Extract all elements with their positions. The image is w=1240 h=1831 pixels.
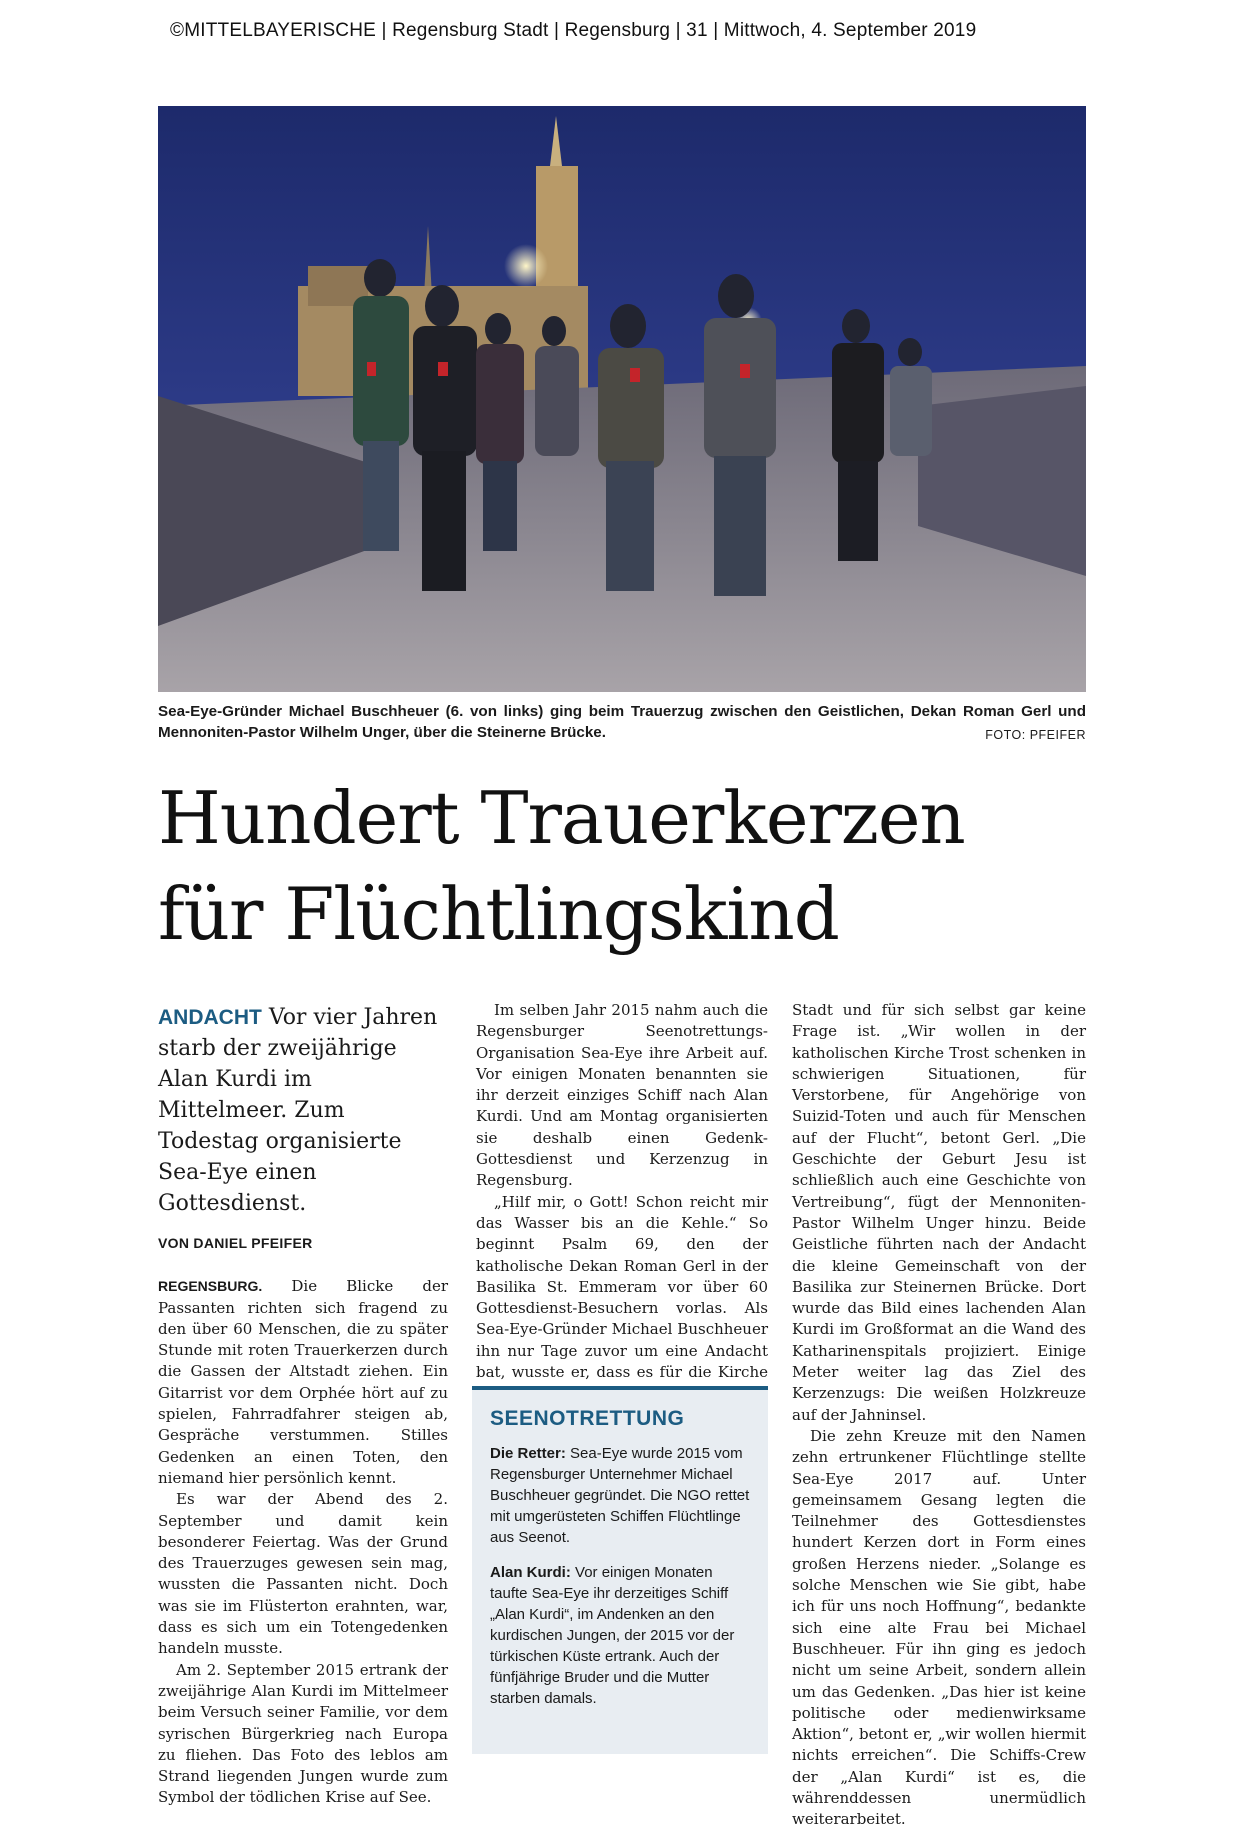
info-box-item-2-label: Alan Kurdi:: [490, 1564, 571, 1581]
column-2: [476, 1000, 768, 1405]
info-box-item-1-label: Die Retter:: [490, 1445, 566, 1462]
teaser-kicker: ANDACHT: [158, 1006, 262, 1029]
article-photo: [158, 106, 1086, 692]
headline: [158, 770, 1098, 962]
body-paragraph-5: „Hilf mir, o Gott! Schon reicht mir das Wasser bis an die Kehle.“ So beginnt Psalm 69, den der katholische Dekan Roman Gerl in der Basilika St. Emmeram vor über 60 Gottesdienst-Besuchern vorlas. Als Sea-Eye-Gründer Michael Buschheuer ihn nur Tage zuvor um eine Andacht bat, wusste er, dass es für die Kirche: [476, 1192, 768, 1382]
body-paragraph-3: Am 2. September 2015 ertrank der zweijährige Alan Kurdi im Mittelmeer beim Versuch seiner Familie, vor dem syrischen Bürgerkrieg nach Europa zu fliehen. Das Foto des leblos am Strand liegenden Jungen wurde zum Symbol der tödlichen Krise auf See.: [158, 1660, 448, 1807]
body-paragraph-1-text: Die Blicke der Passanten richten sich fragend zu den über 60 Menschen, die zu später Stunde mit roten Trauerkerzen durch die Gassen der Altstadt ziehen. Ein Gitarrist vor dem Orphée hört auf zu spielen, Fahrradfahrer steigen ab, Gespräche verstummen. Stilles Gedenken an einen Toten, den niemand hier persönlich kennt.: [158, 1277, 448, 1487]
byline: VON DANIEL PFEIFER: [158, 1235, 313, 1251]
info-box: [472, 1386, 768, 1754]
info-box-item-1: [490, 1443, 750, 1548]
headline-line-1: Hundert Trauerkerzen: [158, 776, 965, 860]
info-box-item-2-text: Vor einigen Monaten taufte Sea-Eye ihr derzeitiges Schiff „Alan Kurdi“, im Andenken an den kurdischen Jungen, der 2015 vor der türkischen Küste ertrank. Auch der fünfjährige Bruder und die Mutter starben damals.: [490, 1564, 735, 1707]
headline-line-2: für Flüchtlingskind: [158, 872, 839, 956]
info-box-item-2: [490, 1562, 750, 1709]
body-paragraph-1: [158, 1276, 448, 1489]
dateline: REGENSBURG.: [158, 1278, 263, 1295]
column-3: [792, 1000, 1086, 1831]
body-paragraph-2: Es war der Abend des 2. September und damit kein besonderer Feiertag. Was der Grund des Trauerzuges gewesen sein mag, wussten die Passanten nicht. Doch was sie im Flüsterton erahnten, war, dass es sich um ein Totengedenken handeln musste.: [158, 1490, 448, 1658]
info-box-title: SEENOTRETTUNG: [490, 1407, 685, 1430]
body-paragraph-7: Die zehn Kreuze mit den Namen zehn ertrunkener Flüchtlinge stellte Sea-Eye 2017 auf. Unter gemeinsamem Gesang legten die Teilnehmer des Gottesdienstes hundert Kerzen dort in Form eines großen Herzens nieder. „Solange es solche Menschen wie Sie gibt, habe ich für uns noch Hoffnung“, bedankte sich eine alte Frau bei Michael Buschheuer. Für ihn ging es jedoch nicht um seine Arbeit, sondern allein um das Gedenken. „Das hier ist keine politische oder medienwirksame Aktion“, betont er, „wir wollen hiermit nichts erreichen“. Die Schiffs-Crew der „Alan Kurdi“ ist es, die währenddessen unermüdlich weiterarbeitet.: [792, 1426, 1086, 1829]
column-1: [158, 1002, 448, 1809]
photo-procession-icon: [158, 106, 1086, 692]
caption-text: Sea-Eye-Gründer Michael Buschheuer (6. von links) ging beim Trauerzug zwischen den Geistlichen, Dekan Roman Gerl und Mennoniten-Pastor Wilhelm Unger, über die Steinerne Brücke.: [158, 703, 1086, 741]
info-box-item-1-text: Sea-Eye wurde 2015 vom Regensburger Unternehmer Michael Buschheuer gegründet. Die NGO rettet mit umgerüsteten Schiffen Flüchtlinge aus Seenot.: [490, 1445, 750, 1546]
page-header: ©MITTELBAYERISCHE | Regensburg Stadt | Regensburg | 31 | Mittwoch, 4. September 2019: [170, 20, 977, 41]
teaser-text: Vor vier Jahren starb der zweijährige Alan Kurdi im Mittelmeer. Zum Todestag organisierte Sea-Eye einen Gottesdienst.: [158, 1005, 438, 1216]
body-paragraph-6: Stadt und für sich selbst gar keine Frage ist. „Wir wollen in der katholischen Kirche Trost schenken in schwierigen Situationen, für Verstorbene, für Angehörige von Suizid-Toten und auch für Menschen auf der Flucht“, betont Gerl. „Die Geschichte der Geburt Jesu ist schließlich auch eine Geschichte von Vertreibung“, fügt der Mennoniten-Pastor Wilhelm Unger hinzu. Beide Geistliche führten nach der Andacht die kleine Gemeinschaft von der Basilika zur Steinernen Brücke. Dort wurde das Bild eines lachenden Alan Kurdi im Großformat an die Wand des Katharinenspitals projiziert. Einige Meter weiter lag das Ziel des Kerzenzugs: Die weißen Holzkreuze auf der Jahninsel.: [792, 1001, 1086, 1424]
teaser: [158, 1002, 448, 1219]
photo-caption: [158, 701, 1086, 746]
photo-credit: FOTO: PFEIFER: [985, 728, 1086, 742]
body-paragraph-4: Im selben Jahr 2015 nahm auch die Regensburger Seenotrettungs-Organisation Sea-Eye ihre Arbeit auf. Vor einigen Monaten benannten sie ihr derzeit einziges Schiff nach Alan Kurdi. Und am Montag organisierten sie deshalb einen Gedenk-Gottesdienst und Kerzenzug in Regensburg.: [476, 1001, 768, 1190]
